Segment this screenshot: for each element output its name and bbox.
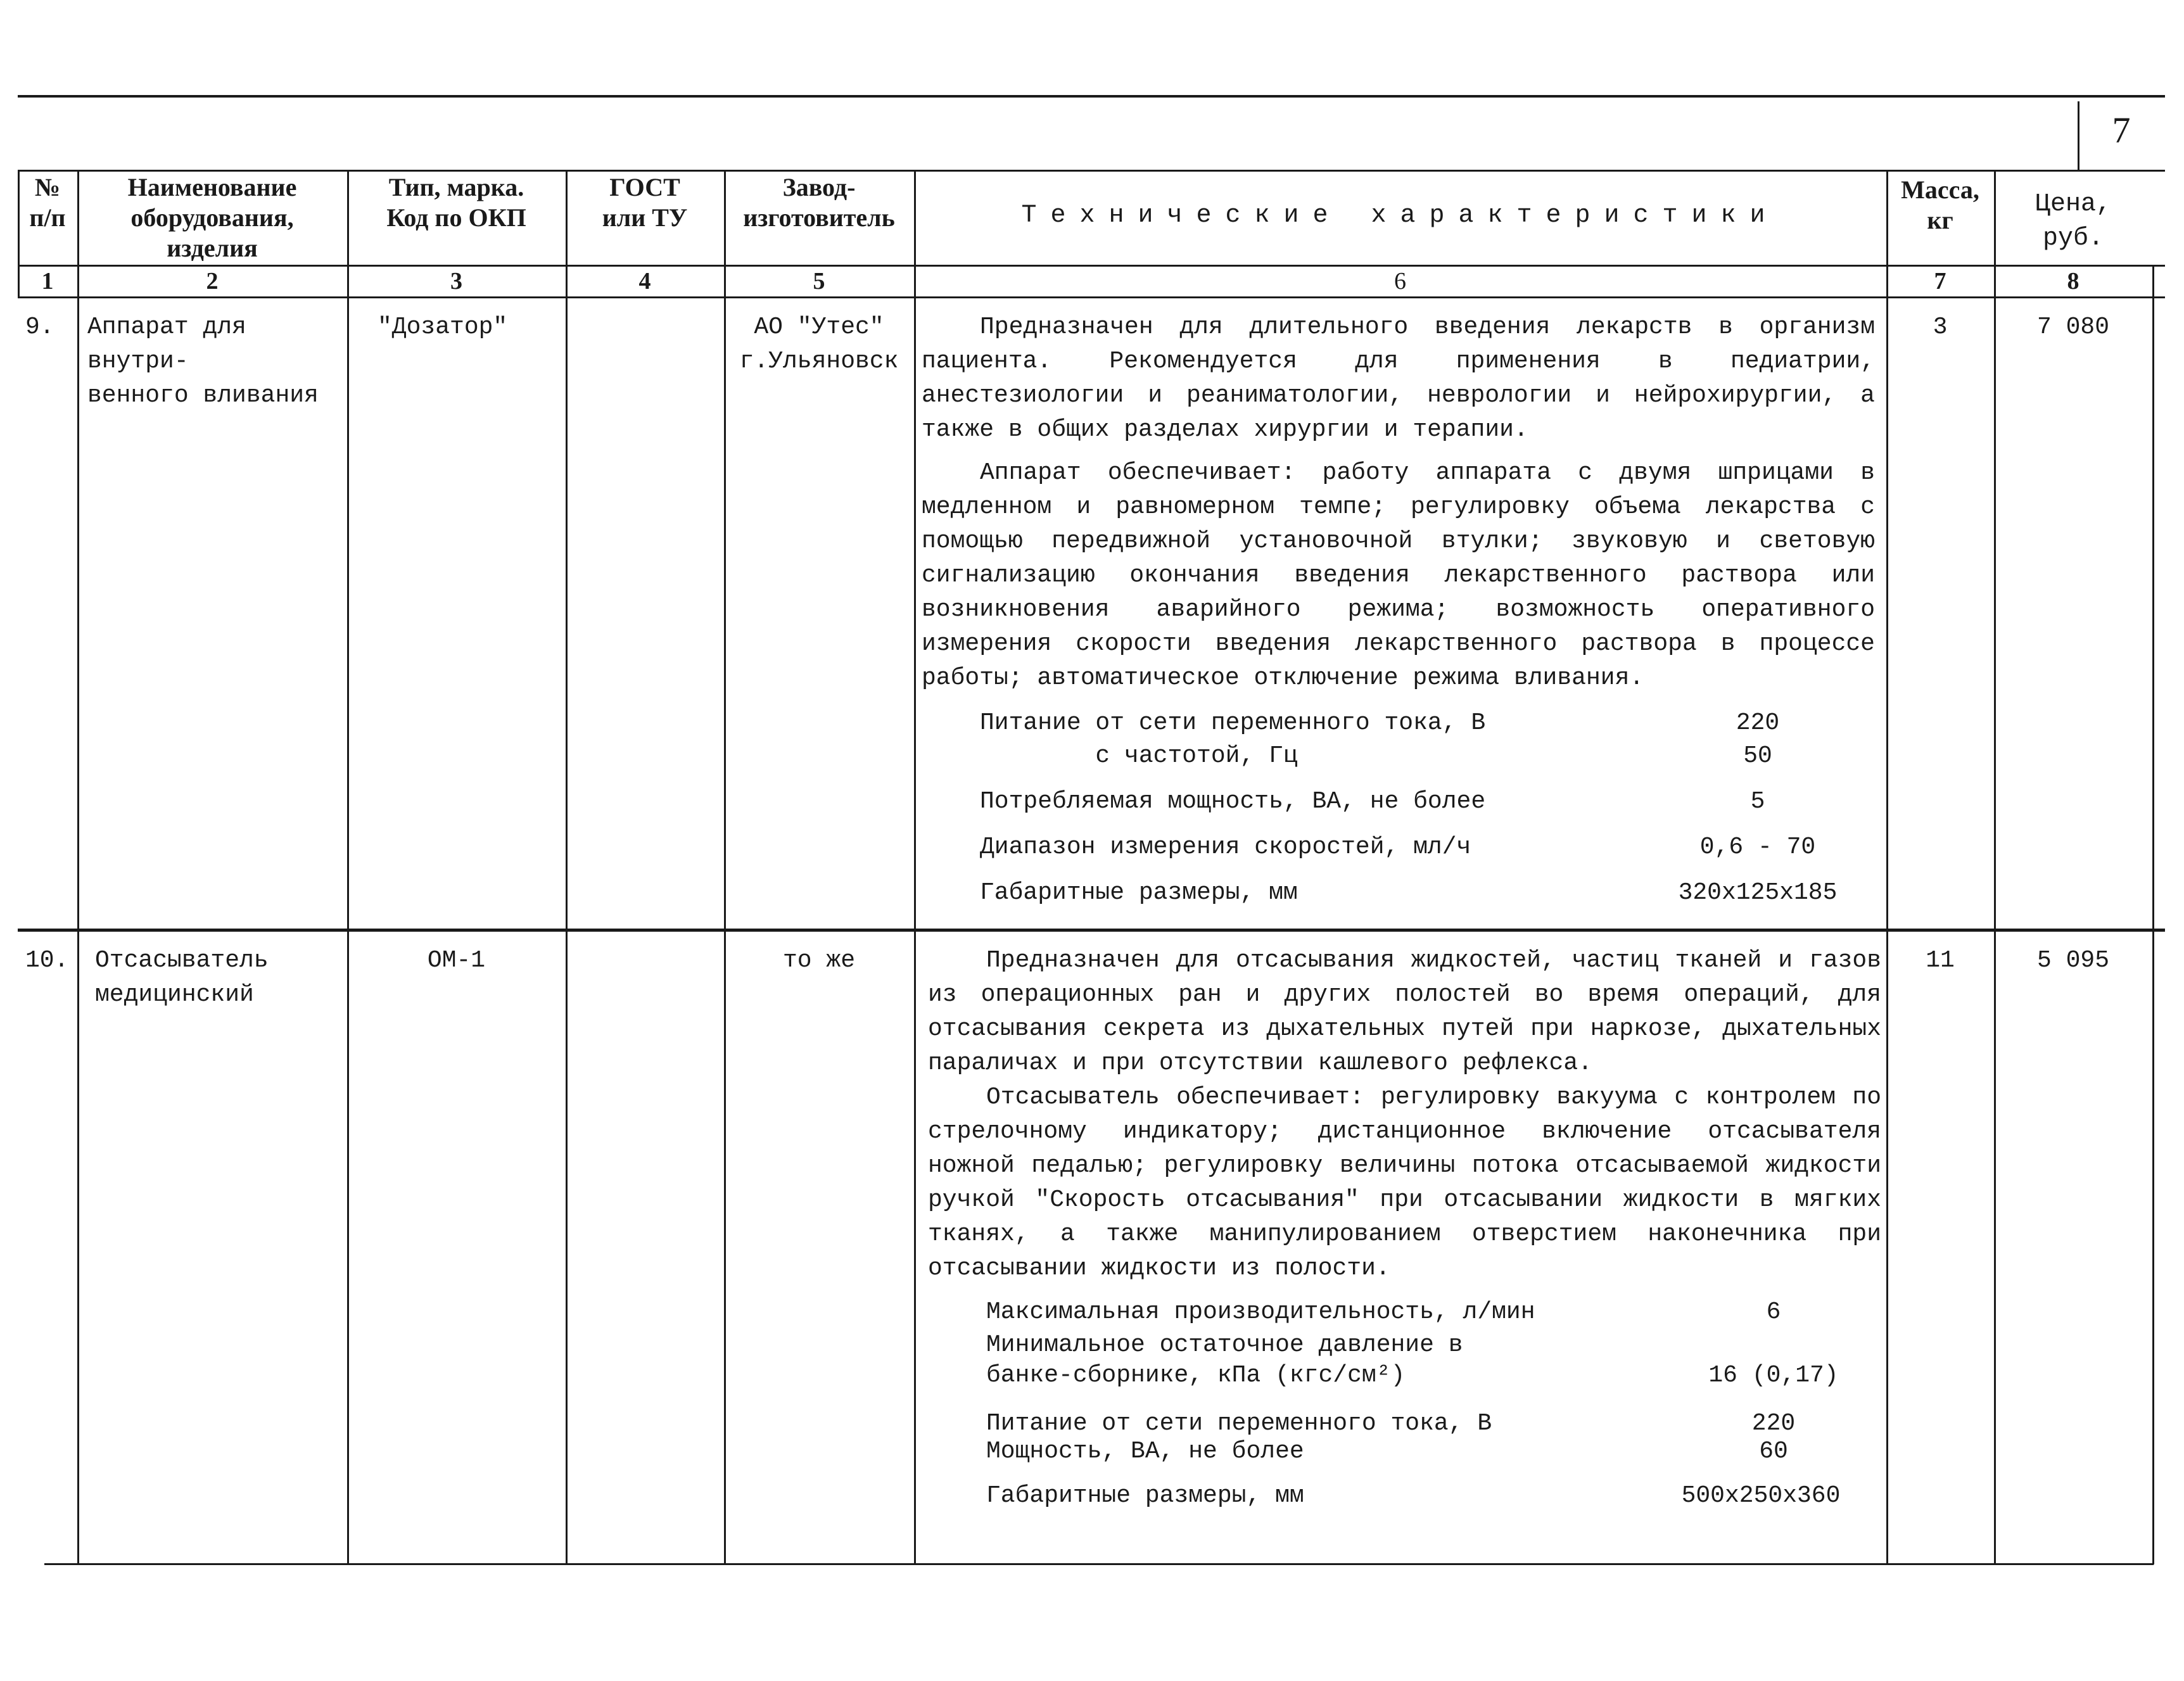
spec-label: Питание от сети переменного тока, В Мощность, ВА, не более	[986, 1410, 1492, 1465]
spec-label: Питание от сети переменного тока, В	[980, 709, 1486, 737]
col-border-3	[566, 170, 568, 1564]
spec-value: 220 60	[1751, 1410, 1796, 1465]
page-number: 7	[2112, 110, 2131, 151]
header-col-price: Цена, руб.	[2035, 190, 2112, 253]
spec-value: 500х250х360	[1681, 1482, 1841, 1509]
column-number-7: 7	[1934, 268, 1946, 295]
spec-label: Габаритные размеры, мм	[980, 879, 1298, 906]
specs-features: Отсасыватель обеспечивает: регулировку вакуума с контролем по стрелочному индикатору; дистанционное включение отсасывателя ножной педалью; регулировку величины потока отсасываемой жидкости ручкой "Скорость отсасывания" при отсасывании жидкости в мягких тканях, а также манипулированием отверстием наконечника при отсасывании жидкости из полости.	[928, 1084, 1881, 1282]
colnum-bottom-border	[18, 296, 2165, 298]
spec-value: 6	[1766, 1298, 1781, 1326]
spec-label: с частотой, Гц	[980, 742, 1298, 770]
spec-label: Диапазон измерения скоростей, мл/ч	[980, 834, 1471, 861]
mass-value: 3	[1933, 314, 1948, 341]
equipment-name: Аппарат для внутри- венного вливания	[87, 314, 319, 409]
spec-value: 0,6 - 70	[1699, 834, 1816, 861]
header-col-name: Наименование оборудования, изделия	[127, 173, 297, 262]
col-border-7	[1994, 170, 1996, 1564]
specs-features: Аппарат обеспечивает: работу аппарата с двумя шприцами в медленном и равномерном темпе; регулировку объема лекарства с помощью передвижной установочной втулки; звуковую и световую сигнализацию окончания введения лекарственного раствора или возникновения аварийного режима; возможность оперативного измерения скорости введения лекарственного раствора в процессе работы; автоматическое отключение режима вливания.	[922, 459, 1875, 692]
spec-label: Максимальная производительность, л/мин	[986, 1298, 1535, 1326]
manufacturer: то же	[782, 947, 856, 974]
spec-value: 220	[1736, 709, 1780, 737]
col-border-2	[347, 170, 349, 1564]
col-border-4	[724, 170, 726, 1564]
spec-label: Габаритные размеры, мм	[986, 1482, 1304, 1509]
column-number-3: 3	[450, 268, 462, 295]
header-col-type: Тип, марка. Код по ОКП	[386, 173, 526, 232]
column-number-4: 4	[638, 268, 651, 295]
column-number-1: 1	[41, 268, 54, 295]
equipment-type: "Дозатор"	[378, 314, 508, 341]
equipment-name: Отсасыватель медицинский	[95, 947, 269, 1008]
spec-value: 50	[1743, 742, 1772, 770]
column-number-8: 8	[2067, 268, 2079, 295]
spec-label: Потребляемая мощность, ВА, не более	[980, 788, 1486, 815]
price-value: 7 080	[2036, 314, 2110, 341]
top-rule	[18, 95, 2165, 98]
header-col-specs: Технические характеристики	[1021, 201, 1779, 230]
header-bottom-border	[18, 265, 2165, 267]
spec-label: Минимальное остаточное давление в банке-сборнике, кПа (кгс/см²)	[986, 1331, 1463, 1389]
specs-purpose: Предназначен для длительного введения лекарств в организм пациента. Рекомендуется для применения в педиатрии, анестезиологии и реаниматологии, неврологии и нейрохирургии, а также в общих разделах хирургии и терапии.	[922, 314, 1875, 443]
manufacturer: АО "Утес" г.Ульяновск	[739, 314, 899, 375]
header-col-maker: Завод- изготовитель	[743, 173, 895, 232]
mass-value: 11	[1926, 947, 1955, 974]
spec-value: 5	[1750, 788, 1765, 815]
row-number: 10.	[25, 947, 69, 974]
price-value: 5 095	[2036, 947, 2110, 974]
col-border-5	[914, 170, 916, 1564]
table-bottom-border	[44, 1563, 2154, 1565]
column-number-2: 2	[206, 268, 219, 295]
col-border-8	[2152, 265, 2154, 1564]
column-number-5: 5	[813, 268, 825, 295]
spec-value: 16 (0,17)	[1708, 1362, 1839, 1389]
header-col-gost: ГОСТ или ТУ	[602, 173, 688, 232]
specs-purpose: Предназначен для отсасывания жидкостей, частиц тканей и газов из операционных ран и других полостей во время операций, для отсасывания секрета из дыхательных путей при наркозе, дыхательных параличах и при отсутствии кашлевого рефлекса.	[928, 947, 1881, 1077]
table-top-border	[18, 170, 2165, 172]
row-number: 9.	[25, 314, 54, 341]
header-col-mass: Масса, кг	[1901, 175, 1979, 234]
col-border-1	[77, 170, 79, 1564]
spec-value: 320х125х185	[1678, 879, 1838, 906]
header-col-number: № п/п	[29, 173, 66, 232]
row-divider	[18, 929, 2165, 932]
col-border-6	[1886, 170, 1888, 1564]
column-number-6: 6	[1394, 268, 1406, 295]
equipment-type: ОМ-1	[427, 947, 486, 974]
